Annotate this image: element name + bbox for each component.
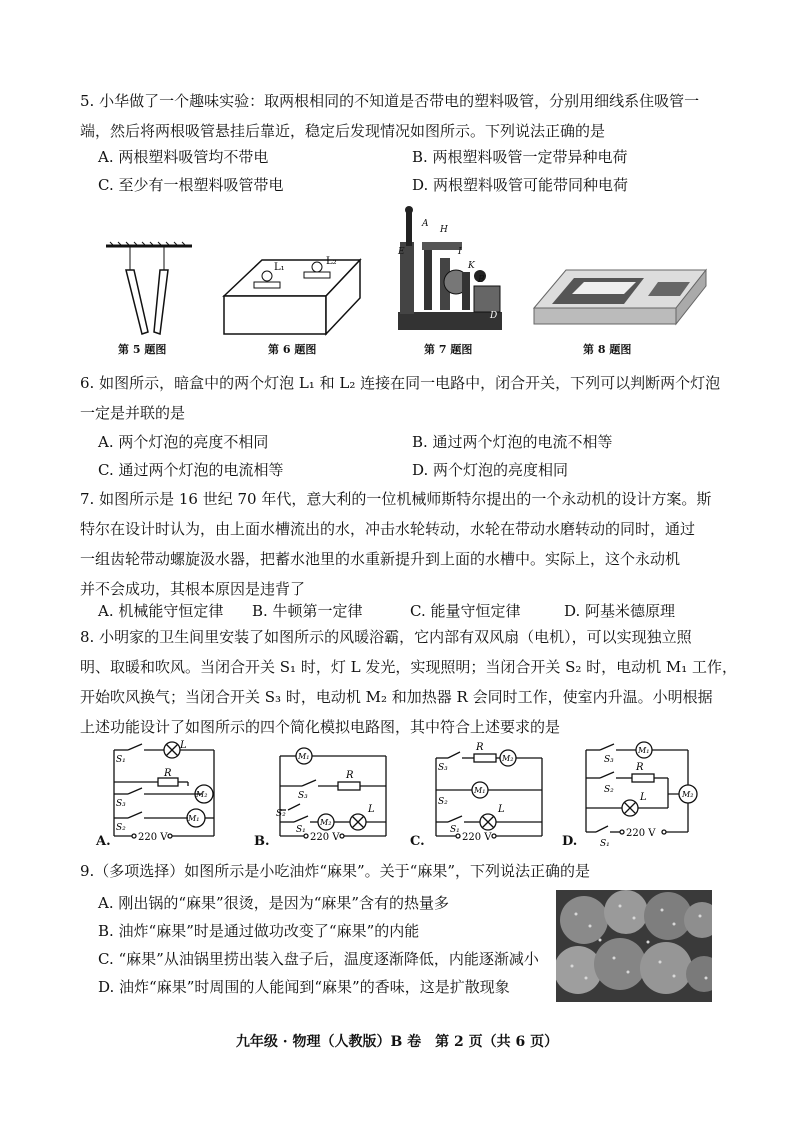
q6-option-d: D. 两个灯泡的亮度相同 xyxy=(412,461,569,479)
fig7-label-e: E xyxy=(398,247,405,257)
circuit-b-r-label: R xyxy=(346,770,354,781)
circuit-d-s3-label: S₃ xyxy=(604,755,614,765)
circuit-c-l-label: L xyxy=(498,804,505,815)
q6-option-c: C. 通过两个灯泡的电流相等 xyxy=(98,461,284,479)
q7-stem-line2: 特尔在设计时认为，由上面水槽流出的水，冲击水轮转动，水轮在带动水磨转动的同时，通过 xyxy=(80,520,696,538)
q9-option-c: C. “麻果”从油锅里捞出装入盘子后，温度逐渐降低，内能逐渐减小 xyxy=(98,950,539,968)
q8-stem-line1: 8. 小明家的卫生间里安装了如图所示的风暖浴霸，它内部有双风扇（电机），可以实现独立照 xyxy=(80,628,692,646)
q5-option-c: C. 至少有一根塑料吸管带电 xyxy=(98,176,284,194)
fig7-machine-image xyxy=(396,202,504,334)
circuit-b-l-label: L xyxy=(368,804,375,815)
q5-stem-line1: 5. 小华做了一个趣味实验：取两根相同的不知道是否带电的塑料吸管，分别用细线系住吸管一 xyxy=(80,92,700,110)
question-8 xyxy=(80,622,738,742)
circuit-c-m2-label: M₂ xyxy=(502,754,514,763)
question-9 xyxy=(80,856,725,886)
q7-stem-line1: 7. 如图所示是 16 世纪 70 年代，意大利的一位机械师斯特尔提出的一个永动机的设计方案。斯 xyxy=(80,490,712,508)
circuit-d-m2-label: M₂ xyxy=(682,790,694,799)
circuit-a-s1-label: S₁ xyxy=(116,755,126,765)
circuit-a-m2-label: M₂ xyxy=(196,790,208,799)
circuit-b-m1-label: M₁ xyxy=(298,752,310,761)
circuit-c-r-label: R xyxy=(476,742,484,753)
fig8-heater-image xyxy=(532,264,708,334)
fig5-straws-image xyxy=(104,240,194,340)
question-6 xyxy=(80,368,725,428)
circuit-b-letter: B. xyxy=(254,834,270,849)
circuit-a-diagram xyxy=(92,740,222,850)
circuit-b-s1-label: S₁ xyxy=(296,825,306,835)
q9-option-b: B. 油炸“麻果”时是通过做功改变了“麻果”的内能 xyxy=(98,922,420,940)
circuit-d-s2-label: S₂ xyxy=(604,785,614,795)
circuit-c-letter: C. xyxy=(410,834,425,849)
circuit-a-letter: A. xyxy=(96,834,111,849)
circuit-d-r-label: R xyxy=(636,762,644,773)
fig6-l2-label: L₂ xyxy=(326,256,337,267)
circuit-b-s3-label: S₃ xyxy=(298,791,308,801)
q7-stem-line3: 一组齿轮带动螺旋汲水器，把蓄水池里的水重新提升到上面的水槽中。实际上，这个永动机 xyxy=(80,550,681,568)
circuit-b-diagram xyxy=(262,740,392,850)
fig7-label-k: K xyxy=(468,261,475,271)
q8-stem-line3: 开始吹风换气；当闭合开关 S₃ 时，电动机 M₂ 和加热器 R 会同时工作，使室内升温。小明根据 xyxy=(80,688,713,706)
q5-option-d: D. 两根塑料吸管可能带同种电荷 xyxy=(412,176,629,194)
circuit-a-r-label: R xyxy=(164,768,172,779)
circuit-d-m1-label: M₁ xyxy=(638,746,650,755)
circuit-c-s2-label: S₂ xyxy=(438,797,448,807)
fig6-box-image xyxy=(222,256,362,336)
fig7-label-a: A xyxy=(422,219,429,229)
fig5-caption: 第 5 题图 xyxy=(118,343,167,356)
q6-option-a: A. 两个灯泡的亮度不相同 xyxy=(98,433,269,451)
circuit-b-s2-label: S₂ xyxy=(276,809,286,819)
circuit-c-m1-label: M₁ xyxy=(474,786,486,795)
q7-option-a: A. 机械能守恒定律 xyxy=(98,602,224,620)
fig6-caption: 第 6 题图 xyxy=(268,343,317,356)
circuit-c-s1-label: S₁ xyxy=(450,825,460,835)
question-5 xyxy=(80,86,725,146)
fig7-label-d: D xyxy=(490,311,498,321)
circuit-d-l-label: L xyxy=(640,792,647,803)
q5-stem-line2: 端，然后将两根吸管悬挂后靠近，稳定后发现情况如图所示。下列说法正确的是 xyxy=(80,122,606,140)
fig8-caption: 第 8 题图 xyxy=(583,343,632,356)
fig6-l1-label: L₁ xyxy=(274,262,285,273)
q9-option-a: A. 刚出锅的“麻果”很烫，是因为“麻果”含有的热量多 xyxy=(98,894,450,912)
fig7-label-b: B xyxy=(478,275,485,285)
circuit-a-l-label: L xyxy=(180,740,187,751)
q7-option-b: B. 牛顿第一定律 xyxy=(252,602,363,620)
circuit-d-diagram xyxy=(576,738,712,850)
circuit-d-voltage: 220 V xyxy=(626,828,656,839)
circuit-c-s3-label: S₃ xyxy=(438,763,448,773)
q7-stem-line4: 并不会成功，其根本原因是违背了 xyxy=(80,580,306,598)
circuit-a-s3-label: S₃ xyxy=(116,799,126,809)
circuit-b-m2-label: M₂ xyxy=(320,818,332,827)
q9-stem-line1: 9.（多项选择）如图所示是小吃油炸“麻果”。关于“麻果”，下列说法正确的是 xyxy=(80,862,590,880)
question-7 xyxy=(80,484,725,604)
q6-stem-line1: 6. 如图所示，暗盒中的两个灯泡 L₁ 和 L₂ 连接在同一电路中，闭合开关，下列可以判断两个灯泡 xyxy=(80,374,721,392)
q5-option-b: B. 两根塑料吸管一定带异种电荷 xyxy=(412,148,628,166)
fig7-label-i: I xyxy=(458,247,462,257)
circuit-a-s2-label: S₂ xyxy=(116,823,126,833)
circuit-c-voltage: 220 V xyxy=(462,832,492,843)
q6-option-b: B. 通过两个灯泡的电流不相等 xyxy=(412,433,613,451)
circuit-c-diagram xyxy=(418,740,548,850)
q6-stem-line2: 一定是并联的是 xyxy=(80,404,186,422)
circuit-d-letter: D. xyxy=(562,834,578,849)
circuit-d-s1-label: S₁ xyxy=(600,839,610,849)
q9-option-d: D. 油炸“麻果”时周围的人能闻到“麻果”的香味，这是扩散现象 xyxy=(98,978,510,996)
fig7-label-h: H xyxy=(440,225,448,235)
page-footer: 九年级 · 物理（人教版）B 卷 第 2 页（共 6 页） xyxy=(235,1034,559,1050)
q5-option-a: A. 两根塑料吸管均不带电 xyxy=(98,148,269,166)
q7-option-d: D. 阿基米德原理 xyxy=(564,602,676,620)
fig9-sesame-balls-photo xyxy=(556,890,712,1002)
q8-stem-line2: 明、取暖和吹风。当闭合开关 S₁ 时，灯 L 发光，实现照明；当闭合开关 S₂ 时，电动机 M₁ 工作， xyxy=(80,658,738,676)
fig7-caption: 第 7 题图 xyxy=(424,343,473,356)
q8-stem-line4: 上述功能设计了如图所示的四个简化模拟电路图，其中符合上述要求的是 xyxy=(80,718,561,736)
circuit-a-m1-label: M₁ xyxy=(188,814,200,823)
q7-option-c: C. 能量守恒定律 xyxy=(410,602,521,620)
circuit-b-voltage: 220 V xyxy=(310,832,340,843)
circuit-a-voltage: 220 V xyxy=(138,832,168,843)
